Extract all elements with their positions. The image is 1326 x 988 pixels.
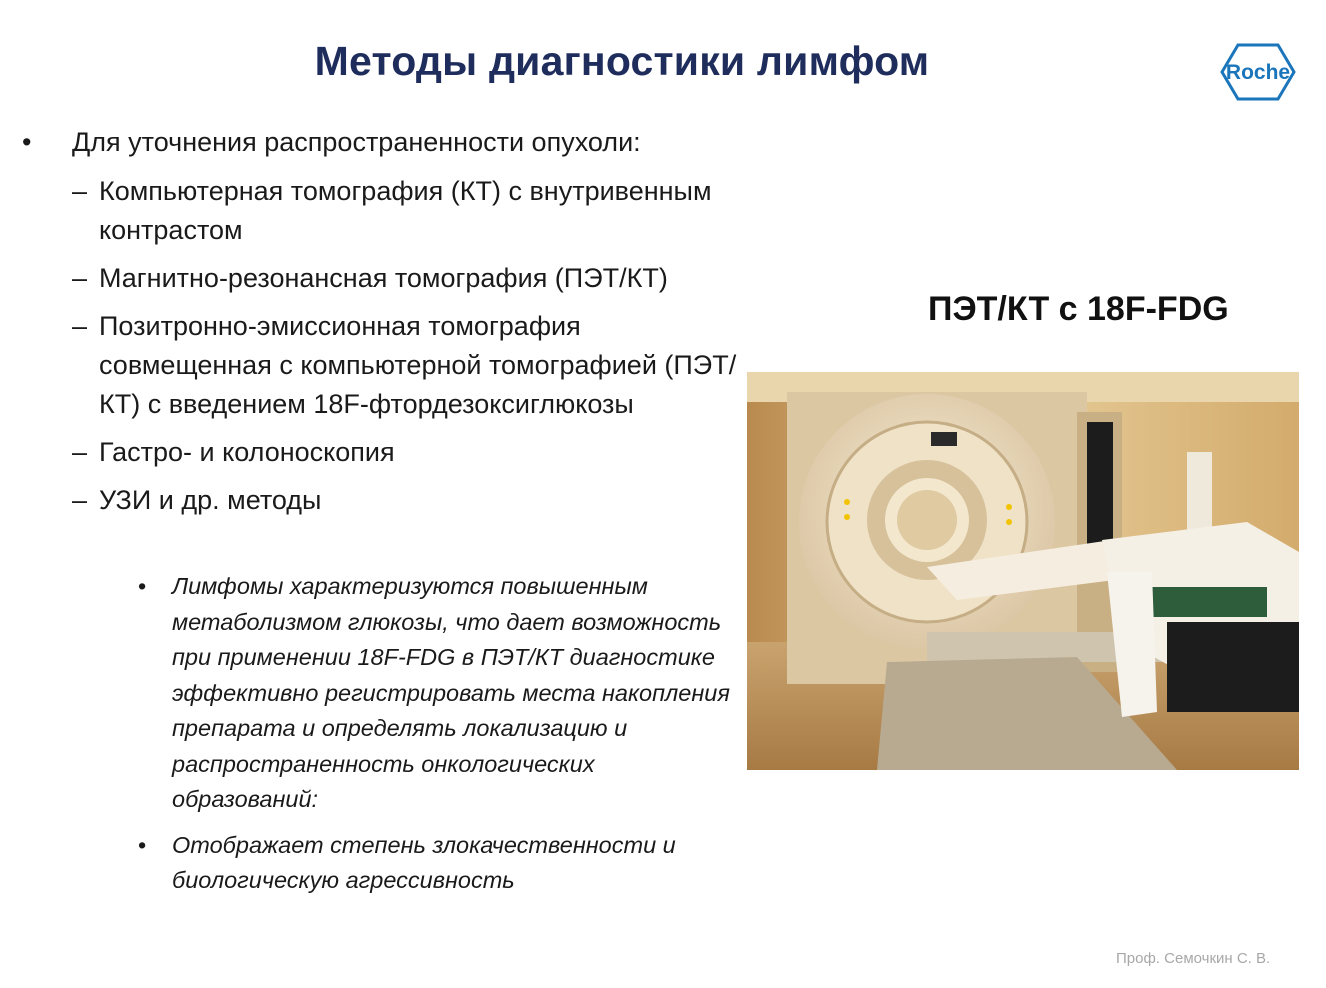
nested-list bbox=[138, 569, 738, 909]
sub-item bbox=[72, 307, 744, 424]
logo-text: Roche bbox=[1225, 61, 1291, 84]
sub-list bbox=[72, 172, 744, 529]
footer-author: Проф. Семочкин С. В. bbox=[1116, 950, 1271, 967]
sub-item-text: Гастро- и колоноскопия bbox=[99, 437, 395, 467]
dash-marker: – bbox=[72, 485, 88, 515]
sub-item bbox=[72, 172, 744, 250]
sub-item-text: Магнитно-резонансная томография (ПЭТ/КТ) bbox=[99, 263, 668, 293]
sub-item bbox=[72, 481, 744, 520]
dash-marker: – bbox=[72, 311, 88, 341]
sub-item-text: Позитронно-эмиссионная томография совмещенная с компьютерной томографией (ПЭТ/КТ) с введением 18F-фтордезоксиглюкозы bbox=[99, 311, 737, 419]
bullet-marker: • bbox=[138, 573, 147, 599]
dash-marker: – bbox=[72, 176, 88, 206]
sub-item bbox=[72, 433, 744, 472]
slide-title: Методы диагностики лимфом bbox=[314, 38, 930, 84]
image-label: ПЭТ/КТ с 18F-FDG bbox=[928, 290, 1229, 328]
bullet-marker: • bbox=[138, 831, 147, 858]
pet-ct-scanner-photo bbox=[747, 372, 1299, 770]
dash-marker: – bbox=[72, 437, 88, 467]
dash-marker: – bbox=[72, 263, 88, 293]
nested-item bbox=[138, 569, 738, 818]
nested-item-text: Отображает степень злокачественности и биологическую агрессивность bbox=[172, 831, 676, 893]
sub-item-text: Компьютерная томография (КТ) с внутривенным контрастом bbox=[99, 176, 712, 245]
nested-item bbox=[138, 828, 738, 899]
sub-item bbox=[72, 259, 744, 298]
nested-item-text: Лимфомы характеризуются повышенным метаболизмом глюкозы, что дает возможность при применении 18F-FDG в ПЭТ/КТ диагностике эффективно регистрировать места накопления препарата и определять локализацию и распространенность онкологических образований: bbox=[172, 573, 730, 812]
main-bullet-marker: • bbox=[22, 127, 32, 157]
main-bullet-text: Для уточнения распространенности опухоли: bbox=[72, 127, 641, 157]
roche-logo-icon bbox=[1218, 42, 1298, 102]
sub-item-text: УЗИ и др. методы bbox=[99, 485, 322, 515]
